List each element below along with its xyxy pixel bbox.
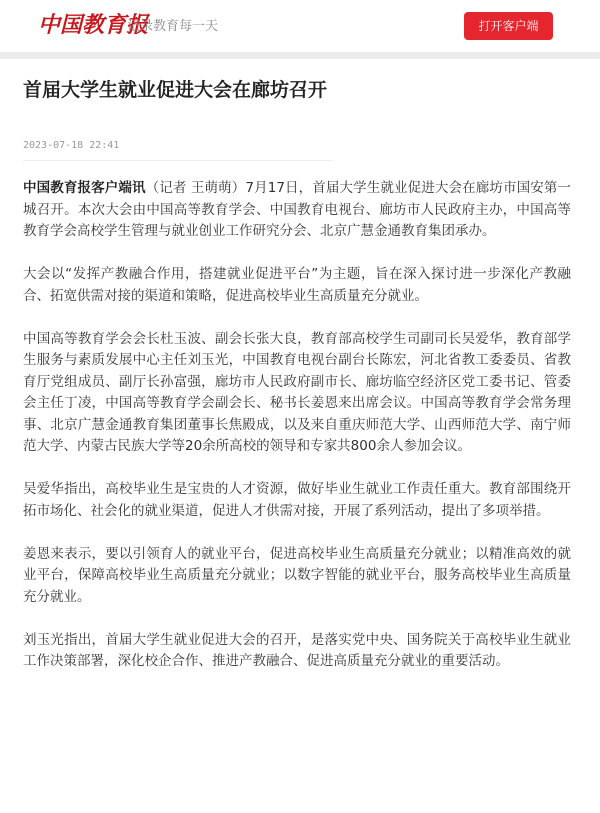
article-paragraph-4: 吴爱华指出，高校毕业生是宝贵的人才资源，做好毕业生就业工作责任重大。教育部围绕开拓市场化、社会化的就业渠道，促进人才供需对接，开展了系列活动，提出了多项举措。 [23,481,571,519]
article-paragraph-2: 大会以“发挥产教融合作用，搭建就业促进平台”为主题，旨在深入探讨进一步深化产教融合、拓宽供需对接的渠道和策略，促进高校毕业生高质量充分就业。 [23,266,571,304]
paragraph-text: （记者 王萌萌）7月17日，首届大学生就业促进大会在廊坊市国安第一城召开。本次大会由中国高等教育学会、中国教育电视台、廊坊市人民政府主办，中国高等教育学会高校学生管理与就业创业工作研究分会、北京广慧金通教育集团承办。 [23,180,572,239]
site-logo[interactable]: 中国教育报 [38,12,149,38]
lead-source: 中国教育报客户端讯 [23,180,146,196]
open-app-button[interactable]: 打开客户端 [464,12,553,40]
top-header [0,0,600,52]
article-paragraph-6: 刘玉光指出，首届大学生就业促进大会的召开，是落实党中央、国务院关于高校毕业生就业工作决策部署，深化校企合作、推进产教融合、促进高质量充分就业的重要活动。 [23,631,571,669]
article-title: 首届大学生就业促进大会在廊坊召开 [23,79,328,101]
article-paragraph-5: 姜恩来表示，要以引领育人的就业平台，促进高校毕业生高质量充分就业；以精准高效的就业平台，保障高校毕业生高质量充分就业；以数字智能的就业平台，服务高校毕业生高质量充分就业。 [23,545,571,605]
article-paragraph-1 [23,178,571,243]
publish-date: 2023-07-18 22:41 [23,140,120,151]
article-body [23,178,571,694]
site-slogan: 记录教育每一天 [127,19,219,34]
date-divider [23,160,333,161]
header-divider [0,52,600,59]
article-paragraph-3: 中国高等教育学会会长杜玉波、副会长张大良，教育部高校学生司副司长吴爱华，教育部学生服务与素质发展中心主任刘玉光，中国教育电视台副台长陈宏，河北省教工委委员、省教育厅党组成员、副厅长孙富强，廊坊市人民政府副市长、廊坊临空经济区党工委书记、管委会主任丁凌，中国高等教育学会副会长、秘书长姜恩来出席会议。中国高等教育学会常务理事、北京广慧金通教育集团董事长焦殿成，以及来自重庆师范大学、山西师范大学、南宁师范大学、内蒙古民族大学等20余所高校的领导和专家共800余人参加会议。 [23,330,571,454]
